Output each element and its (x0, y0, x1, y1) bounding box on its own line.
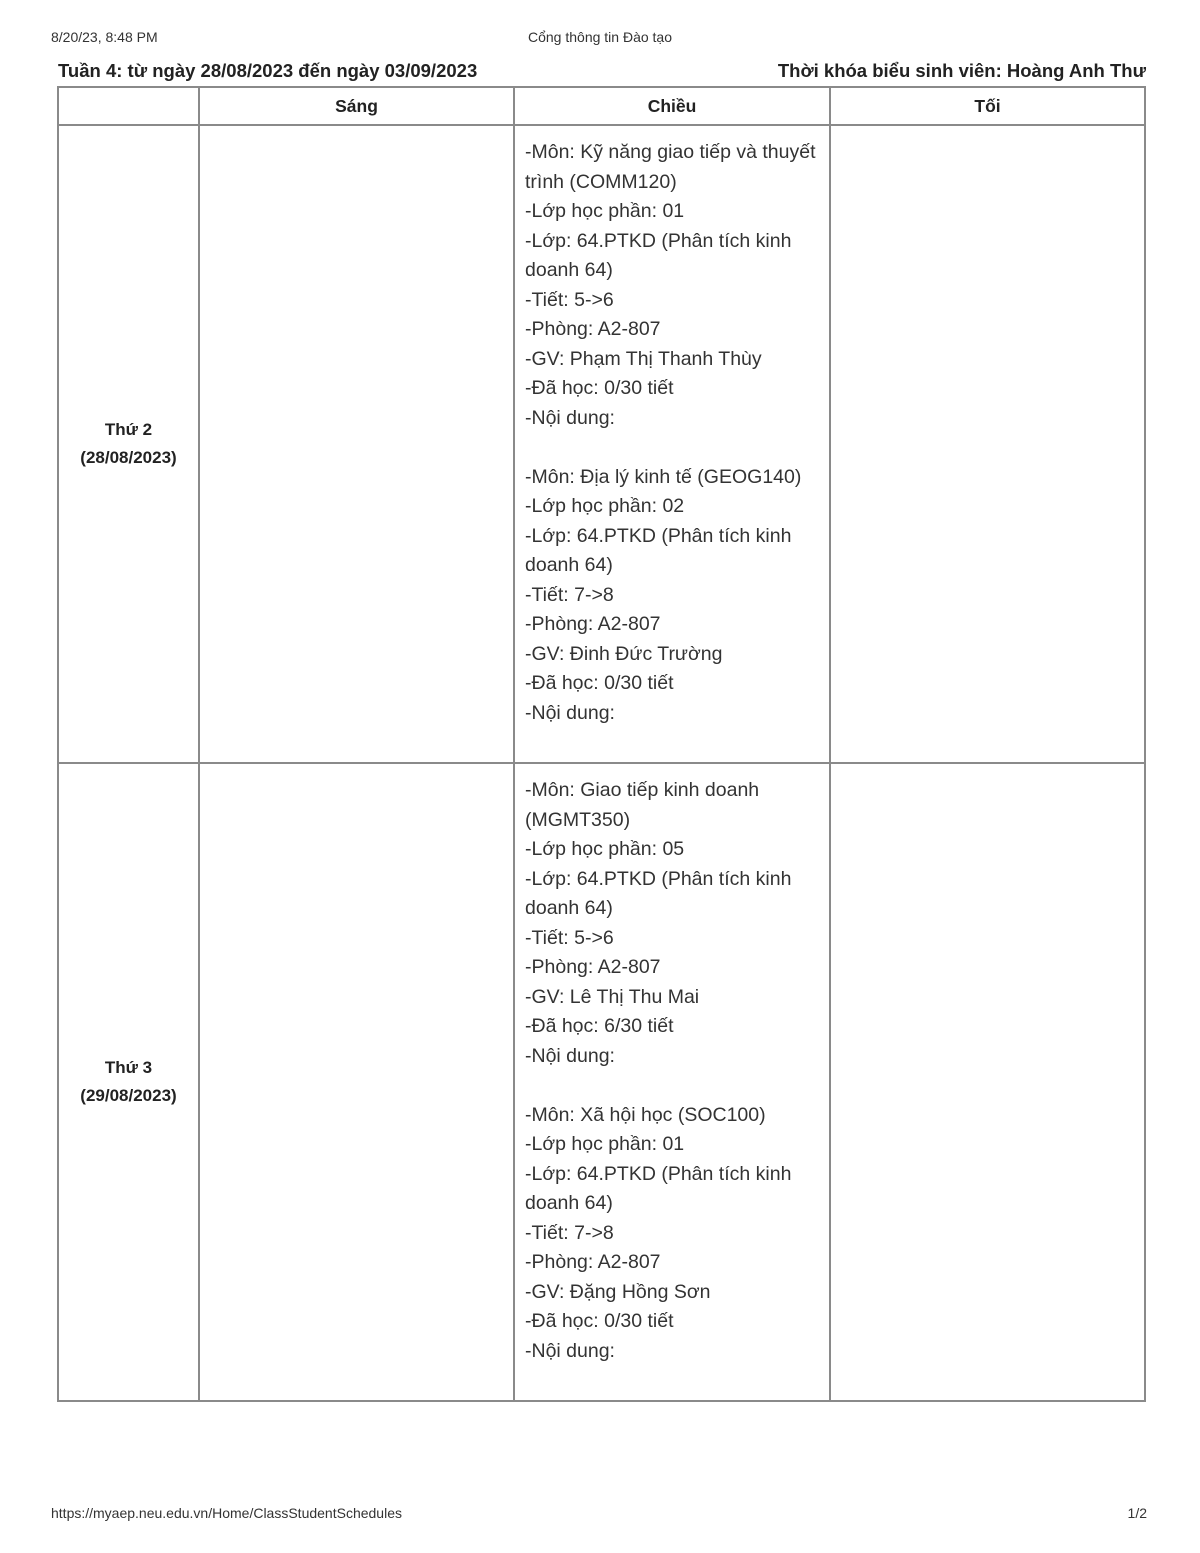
week-range-title: Tuần 4: từ ngày 28/08/2023 đến ngày 03/09/2023 (58, 60, 478, 81)
progress-line: -Đã học: 0/30 tiết (525, 672, 674, 694)
progress-line: -Đã học: 0/30 tiết (525, 377, 674, 399)
student-name-title: Thời khóa biểu sinh viên: Hoàng Anh Thư (777, 60, 1146, 81)
afternoon-cell (514, 125, 830, 763)
progress-line: -Đã học: 0/30 tiết (525, 1310, 674, 1332)
section-line: -Lớp học phần: 01 (525, 1133, 685, 1155)
class-entry (525, 776, 819, 1071)
page-number: 1/2 (1127, 1505, 1147, 1521)
evening-cell (830, 125, 1145, 763)
day-name: Thứ 2 (104, 420, 153, 439)
lecturer-line: -GV: Phạm Thị Thanh Thùy (525, 347, 762, 370)
afternoon-cell (514, 763, 830, 1401)
column-header-afternoon: Chiều (514, 87, 830, 125)
morning-cell (199, 125, 514, 763)
page-url: https://myaep.neu.edu.vn/Home/ClassStudentSchedules (51, 1505, 402, 1521)
section-line: -Lớp học phần: 02 (525, 495, 685, 517)
content-line: -Nội dung: (525, 1044, 615, 1067)
period-line: -Tiết: 7->8 (525, 583, 614, 606)
subject-line: -Môn: Xã hội học (SOC100) (525, 1103, 766, 1126)
subject-line: -Môn: Địa lý kinh tế (GEOG140) (525, 465, 802, 488)
class-line: -Lớp: 64.PTKD (Phân tích kinh doanh 64) (525, 524, 792, 576)
table-row (58, 125, 1145, 763)
lecturer-line: -GV: Đặng Hồng Sơn (525, 1280, 711, 1303)
content-line: -Nội dung: (525, 406, 615, 429)
morning-cell (199, 763, 514, 1401)
day-date: (28/08/2023) (80, 448, 177, 467)
column-header-evening: Tối (830, 87, 1145, 125)
section-line: -Lớp học phần: 01 (525, 200, 685, 222)
column-header-morning: Sáng (199, 87, 514, 125)
day-date: (29/08/2023) (80, 1086, 177, 1105)
room-line: -Phòng: A2-807 (525, 613, 661, 635)
subject-line: -Môn: Kỹ năng giao tiếp và thuyết trình (COMM120) (525, 141, 816, 193)
content-line: -Nội dung: (525, 1339, 615, 1362)
day-cell (58, 125, 199, 763)
class-line: -Lớp: 64.PTKD (Phân tích kinh doanh 64) (525, 229, 792, 281)
period-line: -Tiết: 7->8 (525, 1221, 614, 1244)
lecturer-line: -GV: Đinh Đức Trường (525, 642, 723, 665)
class-line: -Lớp: 64.PTKD (Phân tích kinh doanh 64) (525, 867, 792, 919)
progress-line: -Đã học: 6/30 tiết (525, 1015, 674, 1037)
column-header-day (58, 87, 199, 125)
period-line: -Tiết: 5->6 (525, 926, 614, 949)
schedule-table (57, 86, 1146, 1402)
print-date: 8/20/23, 8:48 PM (51, 29, 158, 45)
room-line: -Phòng: A2-807 (525, 1251, 661, 1273)
print-page-title: Cổng thông tin Đào tạo (528, 29, 672, 45)
room-line: -Phòng: A2-807 (525, 956, 661, 978)
lecturer-line: -GV: Lê Thị Thu Mai (525, 985, 700, 1008)
evening-cell (830, 763, 1145, 1401)
content-line: -Nội dung: (525, 701, 615, 724)
class-entry (525, 1101, 819, 1367)
class-line: -Lớp: 64.PTKD (Phân tích kinh doanh 64) (525, 1162, 792, 1214)
period-line: -Tiết: 5->6 (525, 288, 614, 311)
subject-line: -Môn: Giao tiếp kinh doanh (MGMT350) (525, 779, 760, 831)
class-entry (525, 463, 819, 729)
section-line: -Lớp học phần: 05 (525, 838, 685, 860)
day-name: Thứ 3 (104, 1058, 153, 1077)
day-cell (58, 763, 199, 1401)
room-line: -Phòng: A2-807 (525, 318, 661, 340)
header-row (58, 87, 1145, 125)
table-row (58, 763, 1145, 1401)
class-entry (525, 138, 819, 433)
